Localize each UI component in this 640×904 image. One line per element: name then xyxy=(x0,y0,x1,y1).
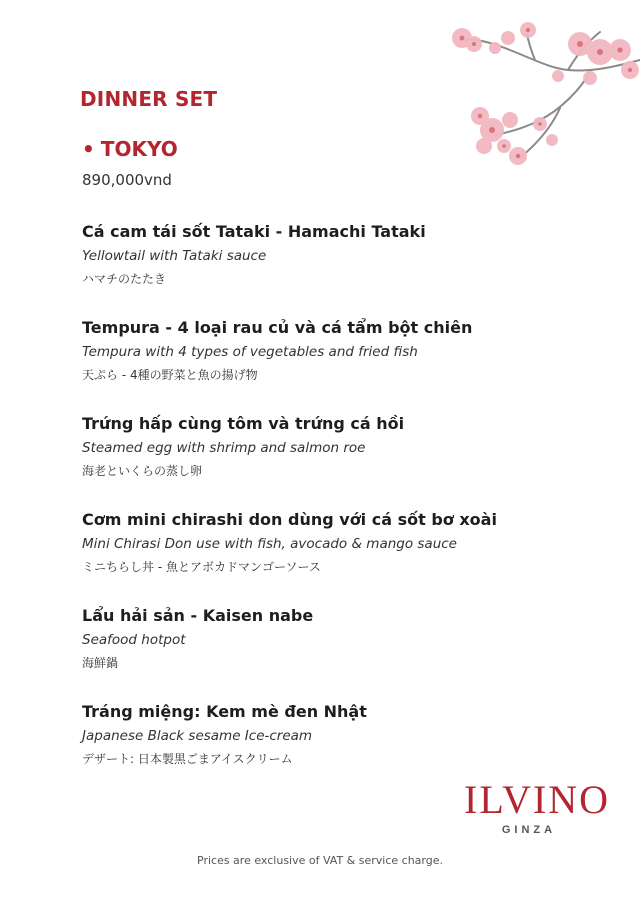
set-name-text: TOKYO xyxy=(100,137,178,161)
cherry-blossom-branch-icon xyxy=(440,20,640,180)
course-name-vi: Tempura - 4 loại rau củ và cá tẩm bột chiên xyxy=(82,318,473,337)
set-name xyxy=(82,137,178,161)
course-name-en: Mini Chirasi Don use with fish, avocado & mango sauce xyxy=(82,536,457,552)
course-name-vi: Lẩu hải sản - Kaisen nabe xyxy=(82,606,314,625)
course-item xyxy=(82,509,602,605)
course-name-en: Yellowtail with Tataki sauce xyxy=(82,248,267,264)
course-name-vi: Cá cam tái sốt Tataki - Hamachi Tataki xyxy=(82,222,426,241)
course-name-vi: Tráng miệng: Kem mè đen Nhật xyxy=(82,702,367,721)
set-price: 890,000vnd xyxy=(82,171,172,189)
course-item xyxy=(82,413,602,509)
course-name-ja: 天ぷら - 4種の野菜と魚の揚げ物 xyxy=(82,368,258,382)
course-name-vi: Trứng hấp cùng tôm và trứng cá hồi xyxy=(82,414,405,433)
course-name-ja: ハマチのたたき xyxy=(82,272,167,286)
course-item xyxy=(82,221,602,317)
bullet: • xyxy=(82,137,95,161)
course-name-en: Seafood hotpot xyxy=(82,632,186,648)
logo-brand: ILVINO xyxy=(464,777,611,822)
course-name-vi: Cơm mini chirashi don dùng với cá sốt bơ xoài xyxy=(82,510,497,529)
course-name-ja: 海老といくらの蒸し卵 xyxy=(82,464,203,478)
price-disclaimer: Prices are exclusive of VAT & service charge. xyxy=(197,854,443,867)
course-name-ja: デザート: 日本製黒ごまアイスクリーム xyxy=(82,752,293,766)
restaurant-logo xyxy=(464,777,611,836)
course-name-en: Japanese Black sesame Ice-cream xyxy=(82,728,313,744)
course-name-en: Steamed egg with shrimp and salmon roe xyxy=(82,440,366,456)
course-name-ja: ミニちらし丼 - 魚とアボカドマンゴーソース xyxy=(82,560,321,574)
course-name-en: Tempura with 4 types of vegetables and fried fish xyxy=(82,344,418,360)
course-name-ja: 海鮮鍋 xyxy=(82,656,119,670)
course-item xyxy=(82,317,602,413)
course-list xyxy=(82,221,602,797)
logo-location: GINZA xyxy=(501,824,557,836)
menu-heading: DINNER SET xyxy=(80,87,218,111)
course-item xyxy=(82,605,602,701)
